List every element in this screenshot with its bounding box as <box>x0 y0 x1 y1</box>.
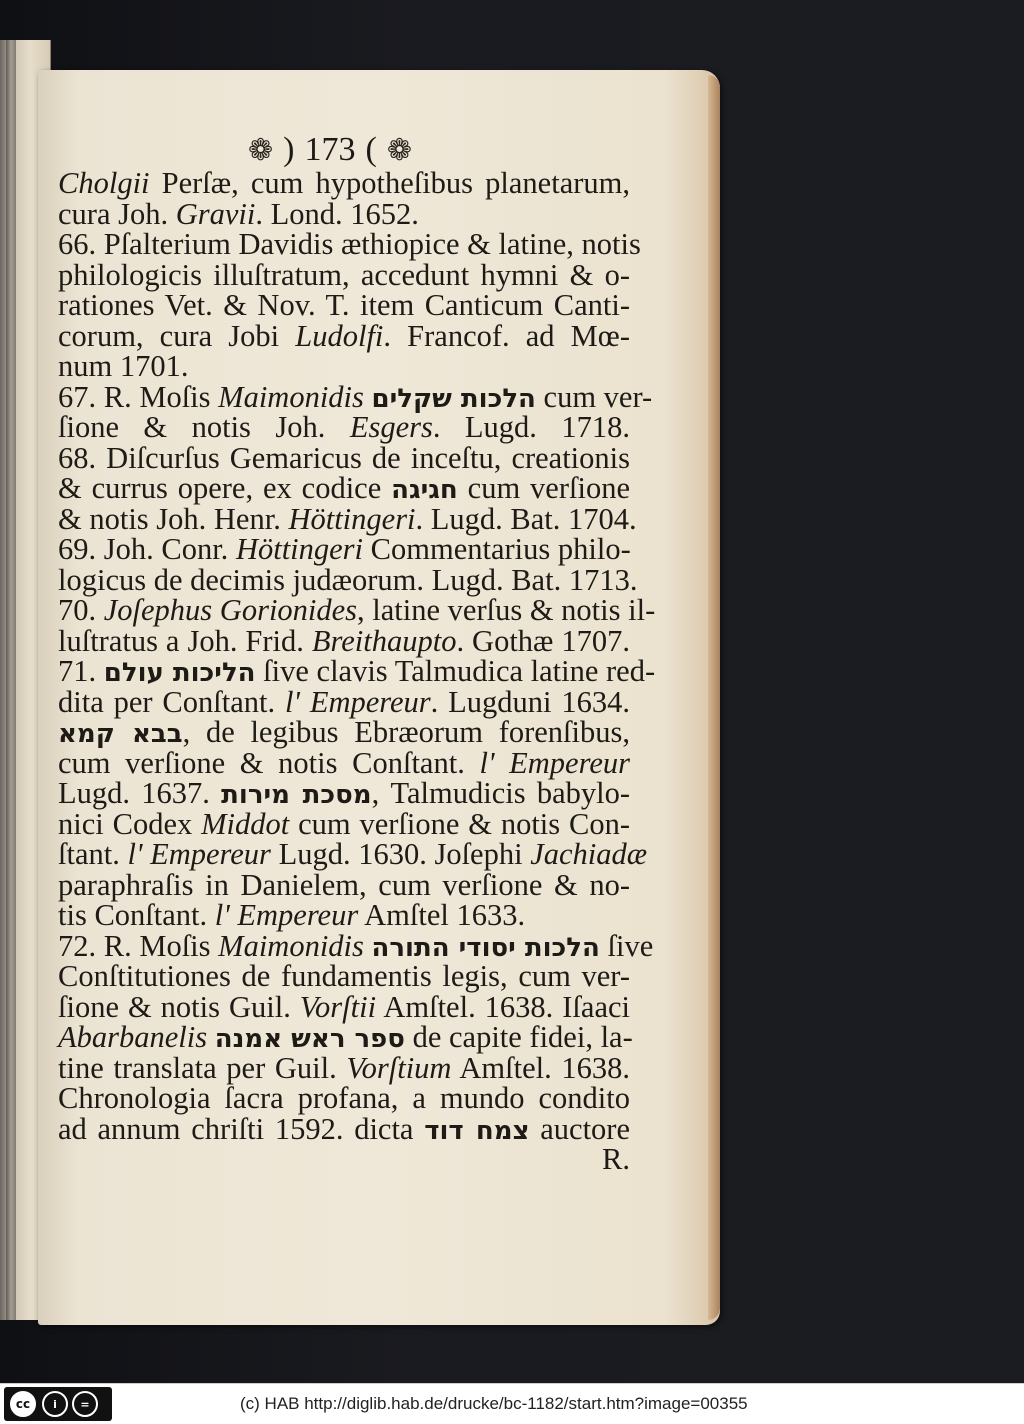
text-line <box>58 290 630 321</box>
text-line <box>58 351 630 382</box>
text-run <box>207 1020 215 1054</box>
text-line <box>58 806 630 841</box>
text-line <box>58 1144 630 1175</box>
text-run: tis Conſtant. <box>58 898 215 932</box>
italic-name: Joſephus Gorionides <box>103 593 358 627</box>
text-run: . Lond. 1652. <box>255 196 419 231</box>
text-line <box>58 928 654 963</box>
italic-name: Cholgii <box>58 166 150 200</box>
text-run: 69. Joh. Conr. <box>58 532 236 566</box>
text-line <box>58 168 630 199</box>
text-run: cum ver- <box>535 379 653 414</box>
text-run: Lugd. 1637. <box>58 776 222 810</box>
italic-name: Maimonidis <box>218 928 364 963</box>
text-run: 72. R. Moſis <box>58 928 219 963</box>
italic-name: Middot <box>201 806 290 841</box>
text-run: Perſæ, cum hypotheſibus planetarum, <box>149 166 630 200</box>
text-run: ſive <box>599 928 654 963</box>
italic-name: Breithaupto <box>311 623 457 658</box>
book-binding <box>6 40 16 1320</box>
text-run: . Francof. ad Mœ- <box>383 318 630 353</box>
text-run: philologicis illuſtratum, accedunt hymni & o- <box>58 257 630 292</box>
text-run: luſtratus a Joh. Frid. <box>58 623 312 658</box>
hebrew-title: ספר ראש אמנה <box>214 1024 405 1054</box>
text-run: ſione & notis Guil. <box>58 989 300 1024</box>
italic-name: l' Empereur <box>127 837 271 871</box>
page-text-block <box>58 166 656 1176</box>
text-line <box>58 534 630 565</box>
text-run: corum, cura Jobi <box>58 318 296 353</box>
copyright-notice: (c) HAB http://diglib.hab.de/drucke/bc-1182/start.htm?image=00355 <box>240 1394 748 1413</box>
text-run: tine translata per Guil. <box>58 1050 347 1085</box>
text-run: Conſtitutiones de fundamentis legis, cum ver- <box>58 959 630 993</box>
text-run: logicus de decimis judæorum. Lugd. Bat. 1713. <box>58 562 638 597</box>
text-line <box>58 1111 630 1146</box>
footer-bar <box>0 1383 1024 1424</box>
text-run: R. <box>602 1142 630 1176</box>
flower-ornament-icon: ❁ <box>248 133 274 167</box>
hebrew-title: הלכות שקלים <box>371 383 536 414</box>
italic-name: l' Empereur <box>284 684 431 719</box>
text-run: cum verſione & notis Conſtant. <box>58 745 480 780</box>
text-line <box>58 684 630 719</box>
text-run: , Talmudicis babylo- <box>371 776 630 810</box>
text-run: Chronologia ſacra profana, a mundo condito <box>58 1081 630 1115</box>
italic-name: Vorſtium <box>346 1050 452 1085</box>
text-line <box>58 1083 630 1114</box>
text-run: . Lugduni 1634. <box>430 684 630 719</box>
italic-name: Höttingeri <box>288 501 416 536</box>
text-line <box>58 867 630 902</box>
flower-ornament-icon: ❁ <box>386 133 412 167</box>
text-line <box>58 717 630 748</box>
hebrew-title: צמח דוד <box>424 1115 530 1146</box>
hebrew-title: חגיגה <box>391 475 458 505</box>
text-run: Amſtel. 1638. <box>451 1050 630 1085</box>
text-line <box>58 989 630 1024</box>
text-run <box>364 380 372 414</box>
text-run: . Lugd. 1718. <box>432 410 630 444</box>
text-run: 70. <box>58 593 104 627</box>
italic-name: l' Empereur <box>214 898 359 932</box>
text-line <box>58 562 638 597</box>
text-run: de capite fidei, la- <box>404 1020 633 1054</box>
text-run: & notis Joh. Henr. <box>58 501 289 536</box>
text-run: ad annum chriſti 1592. dicta <box>58 1111 425 1146</box>
cc-icon: cc <box>8 1389 38 1419</box>
text-line <box>58 473 630 504</box>
italic-name: Höttingeri <box>235 532 364 566</box>
text-run: rationes Vet. & Nov. T. item Canticum Canti- <box>58 288 630 322</box>
text-run: , latine verſus & notis il- <box>357 593 656 627</box>
text-run: 71. <box>58 654 104 688</box>
text-line <box>58 196 630 231</box>
text-run: . Gothæ 1707. <box>456 623 630 658</box>
italic-name: Jachiadæ <box>530 837 648 871</box>
cc-license-badge[interactable] <box>4 1387 112 1421</box>
italic-name: l' Empereur <box>479 745 630 780</box>
text-run: 67. R. Moſis <box>58 379 219 414</box>
text-line <box>58 593 656 627</box>
text-line <box>58 837 648 871</box>
text-run: 68. Diſcurſus Gemaricus de inceſtu, creationis <box>58 440 630 475</box>
page-number: 173 <box>304 131 356 168</box>
text-run: Amſtel 1633. <box>358 898 526 932</box>
text-line <box>58 961 630 992</box>
text-run: cura Joh. <box>58 196 176 231</box>
text-line <box>58 257 630 292</box>
text-run: paraphraſis in Danielem, cum verſione & no- <box>58 867 630 902</box>
text-run: dita per Conſtant. <box>58 684 285 719</box>
share-alike-icon: = <box>72 1391 98 1417</box>
italic-name: Abarbanelis <box>58 1020 208 1054</box>
text-run: auctore <box>529 1111 630 1146</box>
text-run: cum verſione & notis Con- <box>289 806 630 841</box>
italic-name: Ludolfi <box>295 318 384 353</box>
text-line <box>58 440 630 475</box>
text-run: & currus opere, ex codice <box>58 471 392 505</box>
hebrew-title: מסכת מירות <box>221 780 372 810</box>
text-line <box>58 623 630 658</box>
text-run: ſtant. <box>58 837 128 871</box>
italic-name: Vorſtii <box>299 989 377 1024</box>
by-attribution-icon: i <box>42 1391 68 1417</box>
text-run: Amſtel. 1638. Iſaaci <box>376 989 630 1024</box>
header-left-paren: ) <box>283 131 295 168</box>
text-line <box>58 501 637 536</box>
text-line <box>58 318 630 353</box>
text-run: Commentarius philo- <box>363 532 631 566</box>
text-run: 66. Pſalterium Davidis æthiopice & latine, notis <box>58 227 641 261</box>
text-run: cum verſione <box>457 471 630 505</box>
text-line <box>58 1020 633 1054</box>
text-line <box>58 900 630 931</box>
text-line <box>58 379 653 414</box>
text-line <box>58 227 641 261</box>
page-edge <box>708 75 720 1320</box>
hebrew-title: הלכות יסודי התורה <box>371 932 600 963</box>
text-run: . Lugd. Bat. 1704. <box>415 501 637 536</box>
text-run: num 1701. <box>58 349 189 383</box>
italic-name: Esgers <box>349 410 433 444</box>
text-run: nici Codex <box>58 806 202 841</box>
italic-name: Gravii <box>175 196 256 231</box>
italic-name: Maimonidis <box>218 379 364 414</box>
hebrew-title: בבא קמא <box>58 719 183 749</box>
text-line <box>58 654 656 688</box>
hebrew-title: הליכות עולם <box>103 658 256 688</box>
text-line <box>58 778 630 809</box>
header-right-paren: ( <box>365 131 377 168</box>
text-run: , de legibus Ebræorum forenſibus, <box>182 715 630 749</box>
text-line <box>58 412 630 443</box>
text-run: ſione & notis Joh. <box>58 410 350 444</box>
text-run: ſive clavis Talmudica latine red- <box>255 654 656 688</box>
text-run: Lugd. 1630. Joſephi <box>270 837 531 871</box>
text-line <box>58 1050 630 1085</box>
text-run <box>364 929 372 963</box>
text-line <box>58 745 630 780</box>
